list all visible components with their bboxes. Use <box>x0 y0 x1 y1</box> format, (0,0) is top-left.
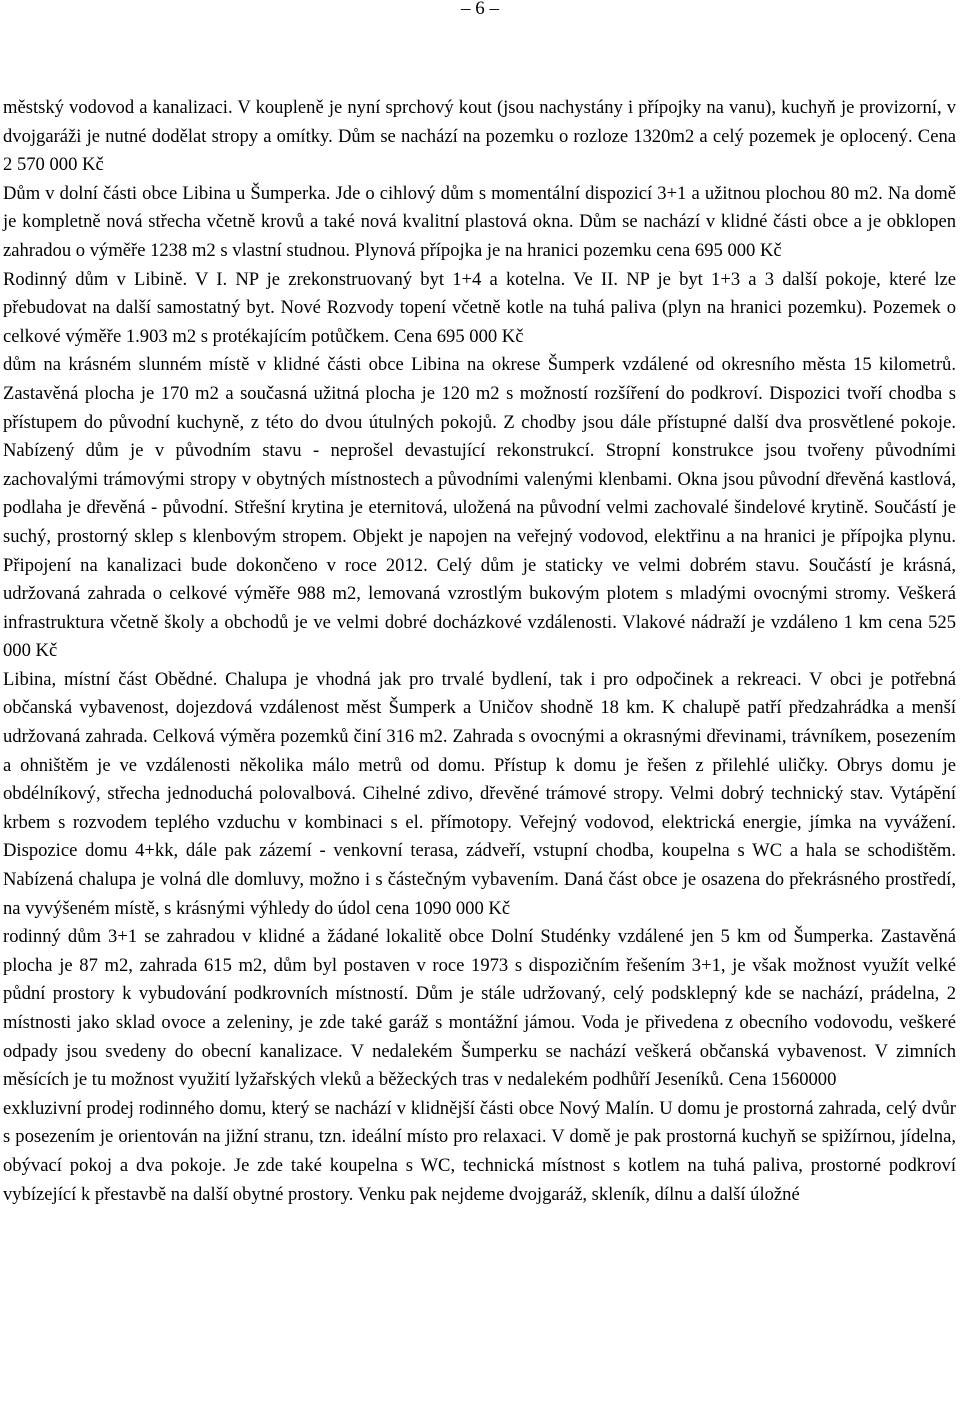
page-number: – 6 – <box>461 0 499 19</box>
paragraph-novy-malin-house: exkluzivní prodej rodinného domu, který se nachází v klidnější části obce Nový Malín. U domu je prostorná zahrada, celý dvůr s posezením je orientován na jižní stranu, tzn. ideální místo pro relaxaci. V domě je pak prostorná kuchyň se spižírnou, jídelna, obývací pokoj a dva pokoje. Je zde také koupelna s WC, technická místnost s kotlem na tuhá paliva, prostorné podkroví vybízející k přestavbě na další obytné prostory. Venku pak nejdeme dvojgaráž, skleník, dílnu a další úložné <box>3 1097 956 1205</box>
paragraph-garage-house: městský vodovod a kanalizaci. V koupleně je nyní sprchový kout (jsou nachystány i přípojky na vanu), kuchyň je provizorní, v dvojgaráži je nutné dodělat stropy a omítky. Dům se nachází na pozemku o rozloze 1320m2 a celý pozemek je oplocený. Cena 2 570 000 Kč <box>3 97 956 176</box>
paragraph-libina-family-house: Rodinný dům v Libině. V I. NP je zrekonstruovaný byt 1+4 a kotelna. Ve II. NP je byt 1+3 a 3 další pokoje, které lze přebudovat na další samostatný byt. Nové Rozvody topení včetně kotle na tuhá paliva (plyn na hranici pozemku). Pozemek o celkové výměře 1.903 m2 s protékajícím potůčkem. Cena 695 000 Kč <box>3 268 956 347</box>
paragraph-dolni-studenky-house: rodinný dům 3+1 se zahradou v klidné a žádané lokalitě obce Dolní Studénky vzdálené jen 5 km od Šumperka. Zastavěná plocha je 87 m2, zahrada 615 m2, dům byl postaven v roce 1973 s dispozičním řešením 3+1, je však možnost využít velké půdní prostory k vybudování podkrovních místností. Dům je stále udržovaný, celý podsklepný kde se nachází, prádelna, 2 místnosti jako sklad ovoce a zeleniny, je zde také garáž s montážní jámou. Voda je přivedena z obecního vodovodu, veškeré odpady jsou svedeny do obecní kanalizace. V nedalekém Šumperku se nachází veškerá občanská vybavenost. V zimních měsících je tu možnost využití lyžařských vleků a běžeckých tras v nedalekém podhůří Jeseníků. Cena 1560000 <box>3 926 956 1091</box>
paragraph-libina-lower-house: Dům v dolní části obce Libina u Šumperka. Jde o cihlový dům s momentální dispozicí 3+1 a užitnou plochou 80 m2. Na domě je kompletně nová střecha včetně krovů a také nová kvalitní plastová okna. Dům se nachází v klidné části obce a je obklopen zahradou o výměře 1238 m2 s vlastní studnou. Plynová přípojka je na hranici pozemku cena 695 000 Kč <box>3 182 956 261</box>
paragraph-libina-sunny-house: dům na krásném slunném místě v klidné části obce Libina na okrese Šumperk vzdálené od okresního města 15 kilometrů. Zastavěná plocha je 170 m2 a současná užitná plocha je 120 m2 s možností rozšíření do podkroví. Dispozici tvoří chodba s přístupem do původní kuchyně, z této do dvou útulných pokojů. Z chodby jsou dále přístupné další dva prosvětlené pokoje. Nabízený dům je v původním stavu - neprošel devastující rekonstrukcí. Stropní konstrukce jsou tvořeny původními zachovalými trámovými stropy v obytných místnostech a původními valenými klenbami. Okna jsou původní dřevěná kastlová, podlaha je dřevěná - původní. Střešní krytina je eternitová, uložená na původní velmi zachovalé šindelové krytině. Součástí je suchý, prostorný sklep s klenbovým stropem. Objekt je napojen na veřejný vodovod, elektřinu a na hranici je přípojka plynu. Připojení na kanalizaci bude dokončeno v roce 2012. Celý dům je staticky ve velmi dobrém stavu. Součástí je krásná, udržovaná zahrada o celkové výměře 988 m2, lemovaná vzrostlým bukovým plotem s mladými ovocnými stromy. Veškerá infrastruktura včetně školy a obchodů je ve velmi dobré docházkové vzdálenosti. Vlakové nádraží je vzdáleno 1 km cena 525 000 Kč <box>3 354 956 662</box>
body-text <box>3 94 956 1209</box>
paragraph-obedne-cottage: Libina, místní část Obědné. Chalupa je vhodná jak pro trvalé bydlení, tak i pro odpočinek a rekreaci. V obci je potřebná občanská vybavenost, dojezdová vzdálenost měst Šumperk a Uničov shodně 18 km. K chalupě patří předzahrádka a menší udržovaná zahrada. Celková výměra pozemků činí 316 m2. Zahrada s ovocnými a okrasnými dřevinami, trávníkem, posezením a ohništěm je ve vzdálenosti několika málo metrů od domu. Přístup k domu je řešen z přilehlé uličky. Obrys domu je obdélníkový, střecha jednoduchá polovalbová. Cihelné zdivo, dřevěné trámové stropy. Velmi dobrý technický stav. Vytápění krbem s rozvodem teplého vzduchu v kombinaci s el. přímotopy. Veřejný vodovod, elektrická energie, jímka na vyvážení. Dispozice domu 4+kk, dále pak zázemí - venkovní terasa, zádveří, vstupní chodba, koupelna s WC a hala se schodištěm. Nabízená chalupa je volná dle domluvy, možno i s částečným vybavením. Daná část obce je osazena do překrásného prostředí, na vyvýšeném místě, s krásnými výhledy do údol cena 1090 000 Kč <box>3 668 956 919</box>
